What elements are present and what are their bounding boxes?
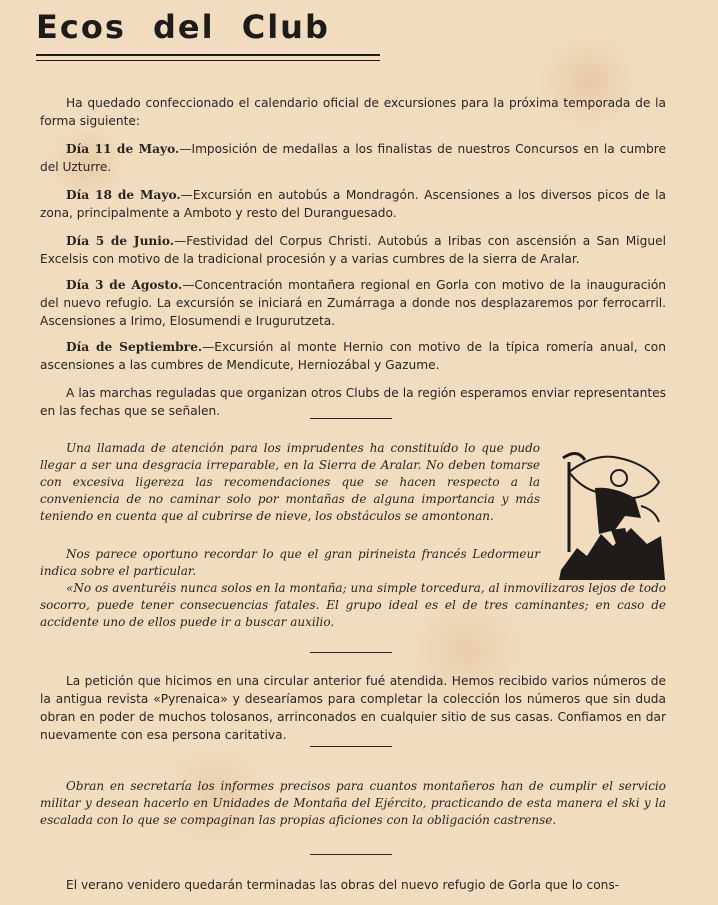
calendar-entry [40,276,666,330]
section-divider [310,418,392,419]
intro-paragraph: Ha quedado confeccionado el calendario oficial de excursiones para la próxima temporada de la forma siguiente: [40,96,666,128]
calendar-entry [40,338,666,374]
calendar-text: —Excursión al monte Hernio con motivo de la típica romería anual, con ascensiones a las cumbres de Mendicute, Herniozábal y Gazume. [40,340,666,372]
calendar-date: Día de Septiembre. [66,340,203,354]
section-divider [310,652,392,653]
section-divider [310,854,392,855]
mountaineer-illustration [555,448,667,580]
calendar-date: Día 3 de Agosto. [66,278,183,292]
verano-paragraph: El verano venidero quedarán terminadas las obras del nuevo refugio de Gorla que lo cons- [66,878,620,892]
calendar-entry [40,186,666,222]
peticion-paragraph: La petición que hicimos en una circular anterior fué atendida. Hemos recibido varios números de la antigua revista «Pyrenaica» y desearíamos para completar la colección los números que sin duda obran en poder de muchos tolosanos, arrinconados en cualquier sitio de sus casas. Confiamos en dar nuevamente con esa persona caritativa. [40,674,666,742]
section-divider [310,746,392,747]
page-title: Ecos del Club [36,8,330,46]
marchas-paragraph: A las marchas reguladas que organizan otros Clubs de la región esperamos enviar representantes en las fechas que se señalen. [40,386,666,418]
calendar-date: Día 5 de Junio. [66,234,175,248]
warning-paragraph-ledormeur: Nos parece oportuno recordar lo que el gran pirineista francés Ledormeur indica sobre el particular. [40,547,540,578]
calendar-entry [40,232,666,268]
calendar-entry [40,140,666,176]
calendar-date: Día 11 de Mayo. [66,142,180,156]
warning-paragraph: Una llamada de atención para los imprudentes ha constituído lo que pudo llegar a ser una desgracia irreparable, en la Sierra de Aralar. No deben tomarse con excesiva ligereza las recomendaciones que se hacen respecto a la conveniencia de no caminar solo por montañas de alguna importancia y más teniendo en cuenta que al cubrirse de nieve, los obstáculos se amontonan. [40,441,540,523]
calendar-text: —Excursión en autobús a Mondragón. Ascensiones a los diversos picos de la zona, principalmente a Amboto y resto del Duranguesado. [40,188,666,220]
calendar-date: Día 18 de Mayo. [66,188,181,202]
title-rule-thick [36,54,380,56]
calendar-text: —Concentración montañera regional en Gorla con motivo de la inauguración del nuevo refugio. La excursión se iniciará en Zumárraga a donde nos desplazaremos por ferrocarril. Ascensiones a Irimo, Elosumendi e Irugurutzeta. [40,278,666,328]
calendar-text: —Imposición de medallas a los finalistas de nuestros Concursos en la cumbre del Uzturre. [40,142,667,174]
militar-paragraph: Obran en secretaría los informes precisos para cuantos montañeros han de cumplir el servicio militar y desean hacerlo en Unidades de Montaña del Ejército, practicando de esta manera el ski y la escalada con lo que se compaginan las propias aficiones con la obligación castrense. [40,779,666,827]
title-rule-thin [36,60,380,61]
calendar-text: —Festividad del Corpus Christi. Autobús a Iribas con ascensión a San Miguel Excelsis con motivo de la tradicional procesión y a varias cumbres de la sierra de Aralar. [40,234,667,266]
warning-quote: «No os aventuréis nunca solos en la montaña; una simple torcedura, al inmovilizaros lejos de todo socorro, puede tener consecuencias fatales. El grupo ideal es el de tres caminantes; en caso de accidente uno de ellos puede ir a buscar auxilio. [40,581,666,629]
